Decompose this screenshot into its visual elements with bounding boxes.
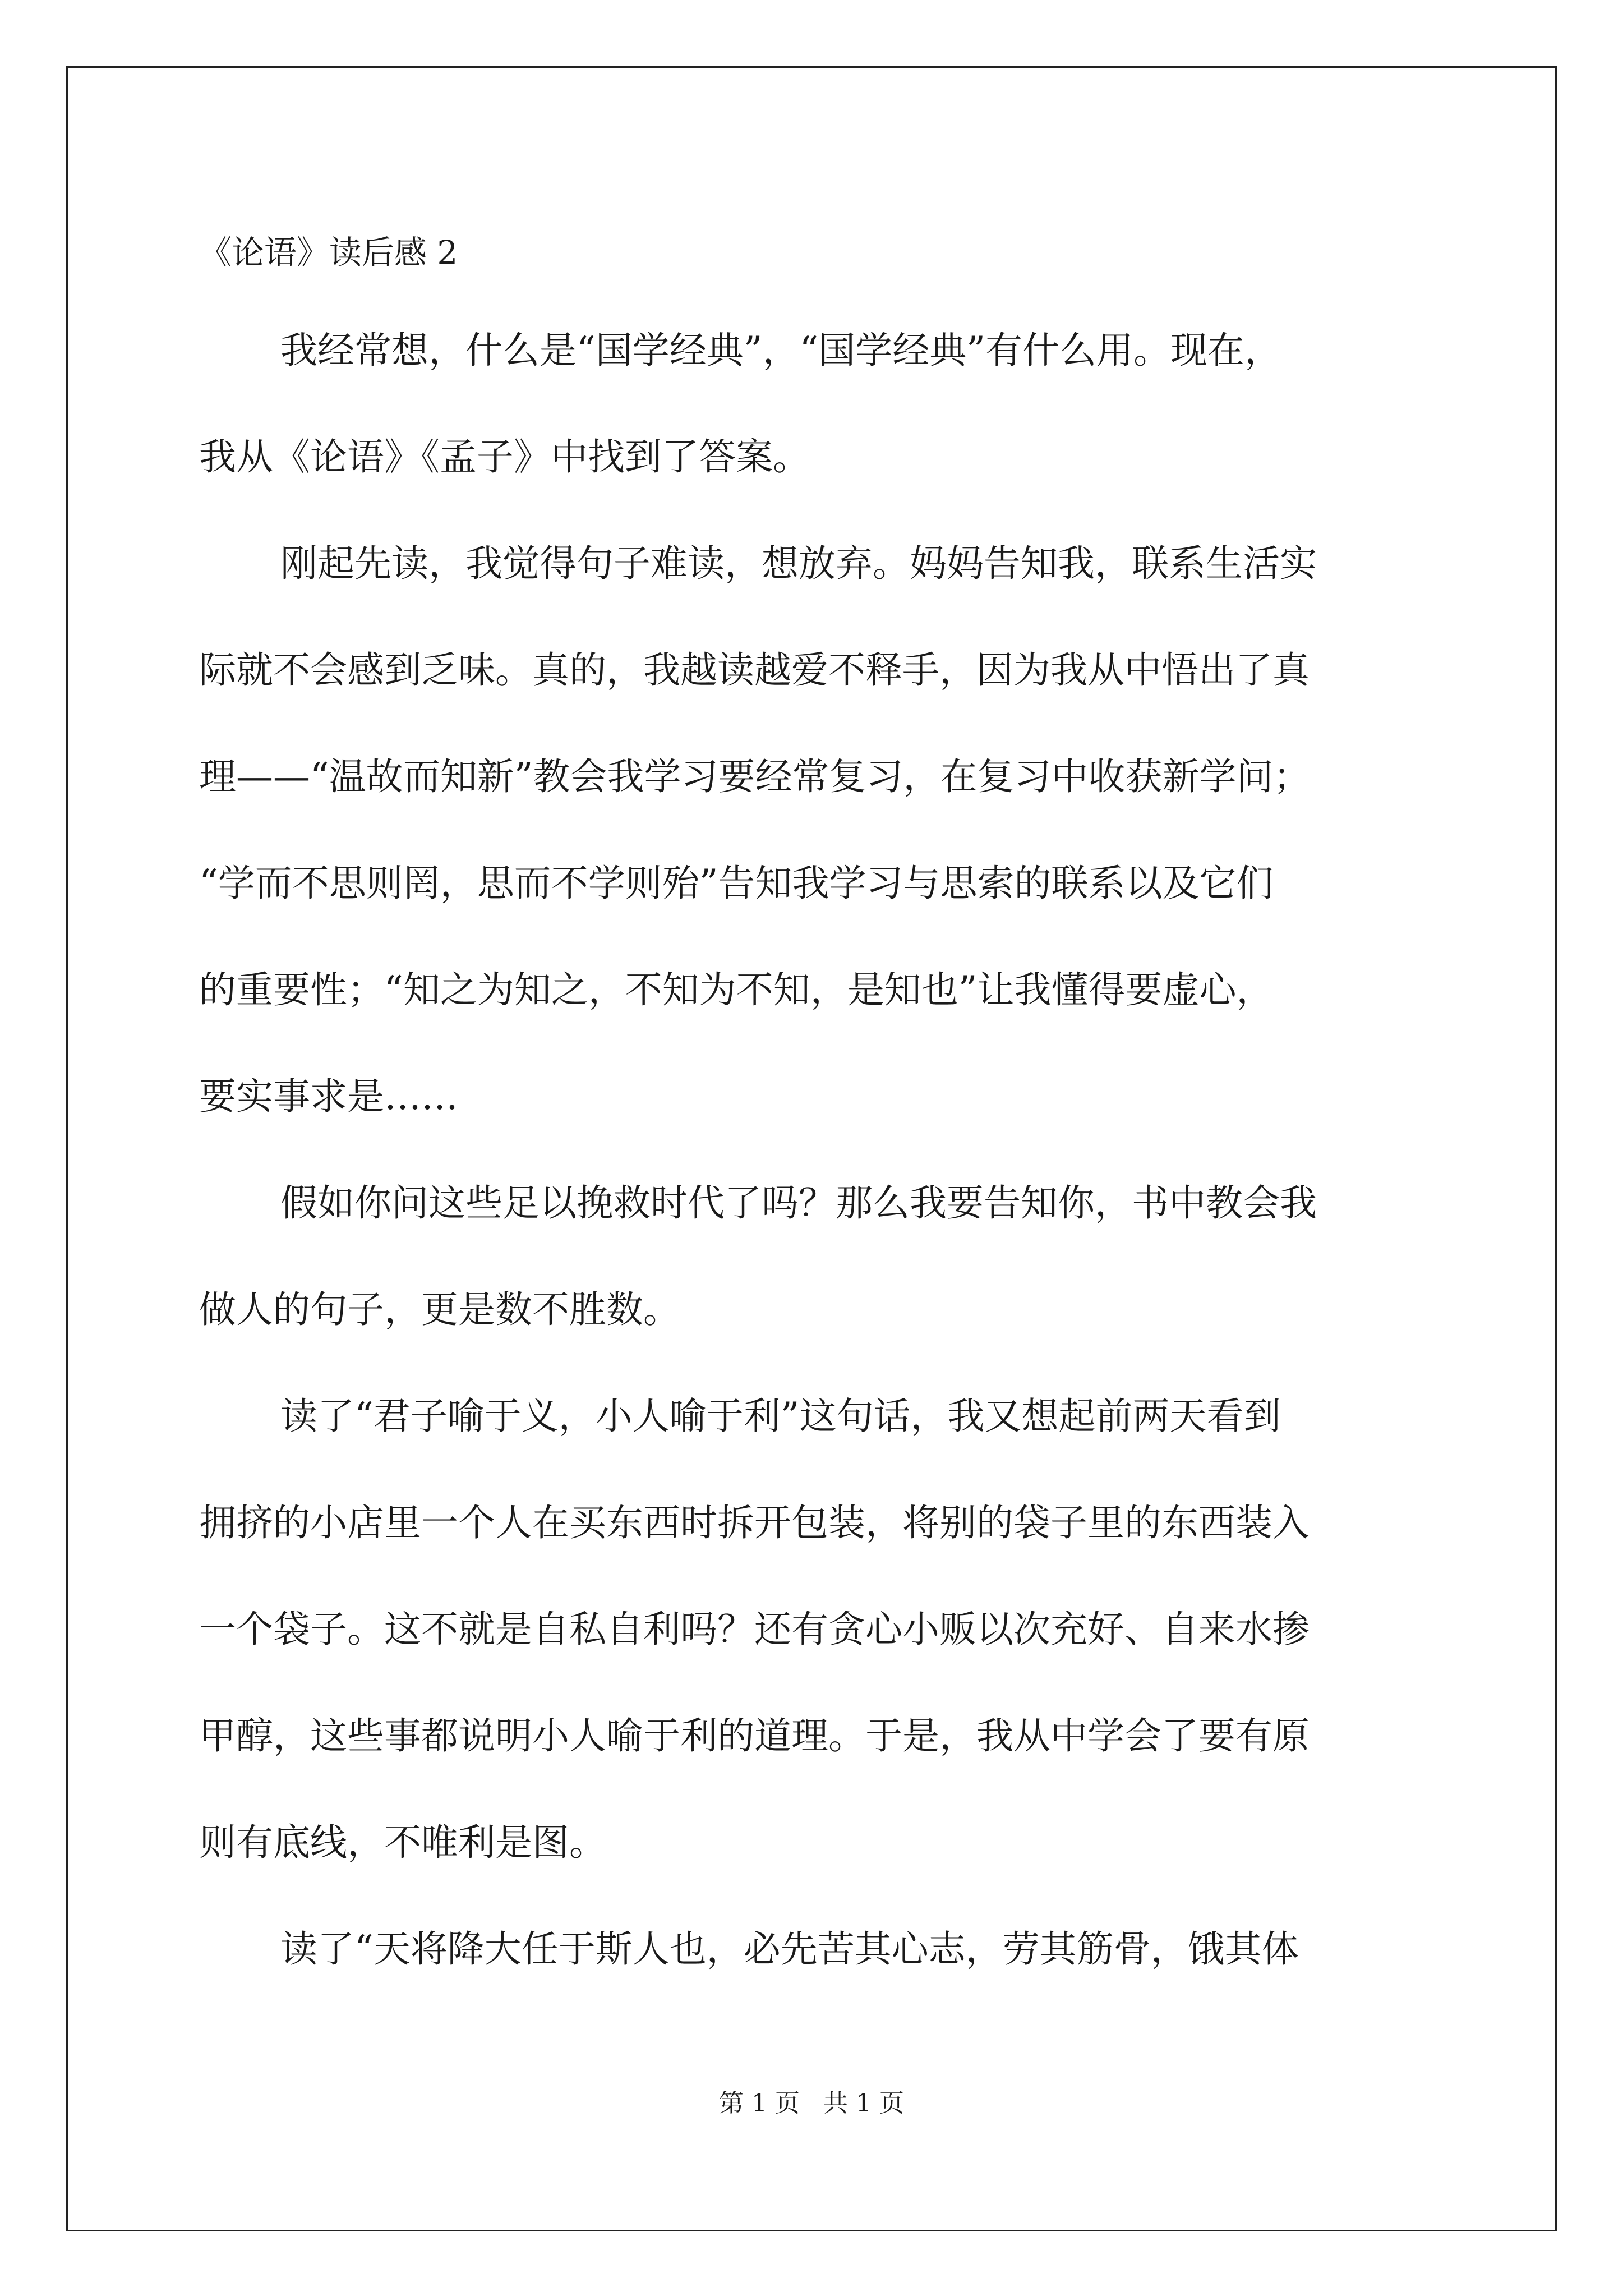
page-number-footer: 第 1 页 共 1 页 <box>719 2089 904 2118</box>
text-line: 一个袋子。这不就是自私自利吗？还有贪心小贩以次充好、自来水掺 <box>199 1608 1310 1651</box>
text-line: 假如你问这些足以挽救时代了吗？那么我要告知你，书中教会我 <box>280 1181 1317 1225</box>
text-line: 要实事求是…… <box>199 1075 458 1118</box>
text-line: 的重要性；“知之为知之，不知为不知，是知也”让我懂得要虚心， <box>199 968 1274 1011</box>
text-line: 理——“温故而知新”教会我学习要经常复习，在复习中收获新学问； <box>199 755 1311 798</box>
text-line: 刚起先读，我觉得句子难读，想放弃。妈妈告知我，联系生活实 <box>280 542 1317 585</box>
text-line: 读了“天将降大任于斯人也，必先苦其心志，劳其筋骨，饿其体 <box>280 1927 1299 1971</box>
text-line: 则有底线，不唯利是图。 <box>199 1821 606 1864</box>
text-line: 我从《论语》《孟子》中找到了答案。 <box>199 435 810 478</box>
text-line: 做人的句子，更是数不胜数。 <box>199 1288 680 1331</box>
text-line: 拥挤的小店里一个人在买东西时拆开包装，将别的袋子里的东西装入 <box>199 1501 1310 1544</box>
document-body <box>199 325 1427 2031</box>
text-line: 甲醇，这些事都说明小人喻于利的道理。于是，我从中学会了要有原 <box>199 1714 1310 1757</box>
text-line: 我经常想，什么是“国学经典”，“国学经典”有什么用。现在， <box>280 329 1281 372</box>
text-line: 读了“君子喻于义，小人喻于利”这句话，我又想起前两天看到 <box>280 1395 1281 1438</box>
text-line: “学而不思则罔，思而不学则殆”告知我学习与思索的联系以及它们 <box>199 862 1274 905</box>
text-line: 际就不会感到乏味。真的，我越读越爱不释手，因为我从中悟出了真 <box>199 648 1310 692</box>
document-title: 《论语》读后感 2 <box>199 233 458 272</box>
